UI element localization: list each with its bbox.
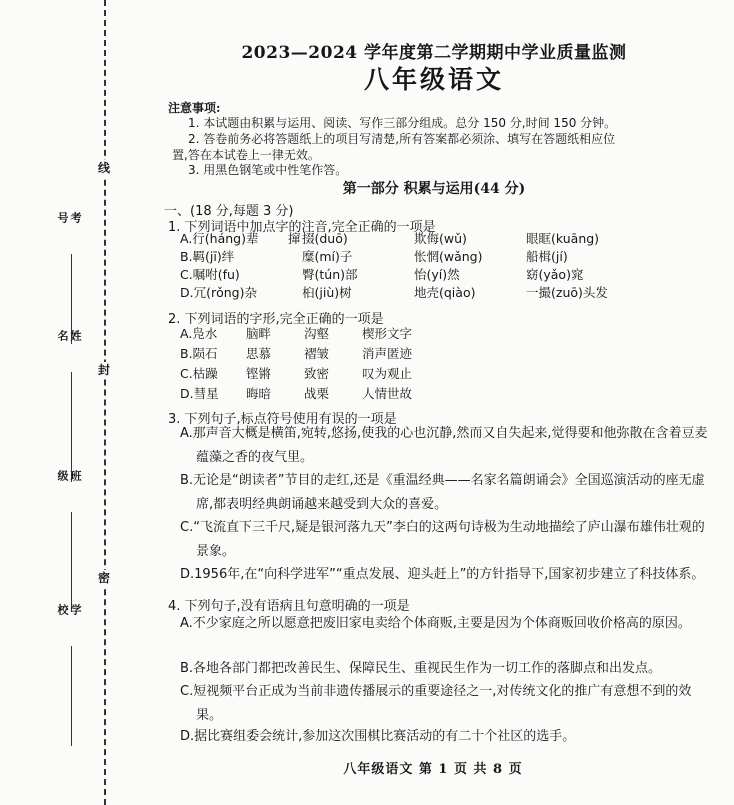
q1-c-4: 窈(yǎo)窕 — [526, 267, 584, 282]
q2-c-1: C.枯躁 — [180, 366, 218, 381]
exam-title: 2023—2024 学年度第二学期期中学业质量监测 — [241, 43, 627, 63]
binding-word-xian: 线 — [97, 161, 110, 175]
q1-c-3: 怡(yí)然 — [414, 267, 460, 282]
section-one-heading: 一、(18 分,每题 3 分) — [164, 204, 294, 219]
q2-c-4: 叹为观止 — [362, 366, 413, 381]
note-item-3: 3. 用黑色钢笔或中性笔作答。 — [188, 163, 348, 177]
field-class-line — [71, 512, 72, 612]
q3-option-b: B.无论是“朗读者”节目的走红,还是《重温经典——名家名篇朗诵会》全国巡演活动的座无虚席,都表明经典朗诵越来越受到大众的喜爱。 — [180, 473, 705, 512]
page-footer: 八年级语文 第 1 页 共 8 页 — [343, 762, 523, 777]
field-school-label: 学校 — [56, 604, 82, 615]
note-item-2: 2. 答卷前务必将答题纸上的项目写清楚,所有答案都必须涂、填写在答题纸相应位 — [188, 132, 616, 146]
q2-c-3: 致密 — [304, 366, 330, 381]
q1-d-1: D.冗(rǒng)杂 — [180, 285, 257, 300]
binding-word-feng: 封 — [97, 363, 110, 377]
q2-d-3: 战栗 — [304, 386, 330, 401]
q1-b-4: 船楫(jí) — [526, 249, 568, 264]
field-class-label: 班级 — [56, 470, 82, 481]
binding-dashed-line — [104, 0, 106, 805]
note-item-2-cont: 置,答在本试卷上一律无效。 — [172, 148, 320, 162]
note-item-1: 1. 本试题由积累与运用、阅读、写作三部分组成。总分 150 分,时间 150 分钟。 — [188, 116, 617, 130]
q4-option-c: C.短视频平台正成为当前非遗传播展示的重要途径之一,对传统文化的推广有意想不到的效果。 — [180, 684, 692, 723]
q1-a-prefix: 撺 — [288, 231, 301, 246]
field-name-label: 姓名 — [56, 330, 82, 341]
q1-c-1: C.嘱咐(fu) — [180, 267, 240, 282]
q1-b-2: 糜(mí)子 — [302, 249, 353, 264]
q2-c-2: 铿锵 — [246, 366, 272, 381]
q1-d-2: 桕(jiù)树 — [302, 285, 352, 300]
q3-stem: 3. 下列句子,标点符号使用有误的一项是 — [168, 412, 397, 427]
q4-option-d: D.据比赛组委会统计,参加这次围棋比赛活动的有二十个社区的选手。 — [180, 729, 576, 744]
q3-option-c: C.“飞流直下三千尺,疑是银河落九天”李白的这两句诗极为生动地描绘了庐山瀑布雄伟壮观的景象。 — [180, 520, 705, 559]
q2-a-2: 脑畔 — [246, 326, 272, 341]
q4-option-a: A.不少家庭之所以愿意把废旧家电卖给个体商贩,主要是因为个体商贩回收价格高的原因。 — [180, 616, 691, 631]
q1-d-4: 一撮(zuō)头发 — [526, 285, 608, 300]
q3-option-a: A.那声音大概是横笛,宛转,悠扬,使我的心也沉静,然而又自失起来,觉得要和他弥散在含着豆麦蕴藻之香的夜气里。 — [180, 426, 708, 465]
q1-stem: 1. 下列词语中加点字的注音,完全正确的一项是 — [168, 220, 436, 235]
q2-b-2: 思慕 — [246, 346, 272, 361]
q4-option-b: B.各地各部门都把改善民生、保障民生、重视民生作为一切工作的落脚点和出发点。 — [180, 661, 662, 676]
q4-stem: 4. 下列句子,没有语病且句意明确的一项是 — [168, 599, 410, 614]
field-name-line — [71, 372, 72, 482]
q2-d-4: 人情世故 — [362, 386, 413, 401]
q2-d-1: D.彗星 — [180, 386, 219, 401]
q2-stem: 2. 下列词语的字形,完全正确的一项是 — [168, 312, 384, 327]
exam-subject: 八年级语文 — [363, 65, 504, 94]
q2-d-2: 晦暗 — [246, 386, 272, 401]
q2-a-3: 沟壑 — [304, 326, 330, 341]
q3-option-d: D.1956年,在“向科学进军”“重点发展、迎头赶上”的方针指导下,国家初步建立了科技体系。 — [180, 567, 705, 582]
field-exam-number-label: 考号 — [56, 212, 82, 223]
part1-title: 第一部分 积累与运用(44 分) — [342, 181, 526, 197]
q1-b-3: 怅惘(wǎng) — [414, 249, 483, 264]
q1-a-1: A.行(háng)辈 — [180, 231, 259, 246]
q2-a-1: A.凫水 — [180, 326, 218, 341]
q2-b-3: 褶皱 — [304, 346, 330, 361]
q1-a-3: 欺侮(wǔ) — [414, 231, 467, 246]
q1-a-2: 掇(duō) — [302, 231, 348, 246]
q2-b-1: B.陨石 — [180, 346, 218, 361]
q1-d-3: 地壳(qiào) — [414, 285, 476, 300]
q2-b-4: 消声匿迹 — [362, 346, 413, 361]
q1-b-1: B.羁(jī)绊 — [180, 249, 235, 264]
q1-c-2: 臀(tún)部 — [302, 267, 358, 282]
field-school-line — [71, 646, 72, 746]
binding-margin — [0, 0, 130, 805]
binding-word-mi: 密 — [97, 571, 110, 585]
notes-heading: 注意事项: — [168, 101, 221, 115]
q1-a-4: 眼眶(kuāng) — [526, 231, 600, 246]
q2-a-4: 楔形文字 — [362, 326, 413, 341]
